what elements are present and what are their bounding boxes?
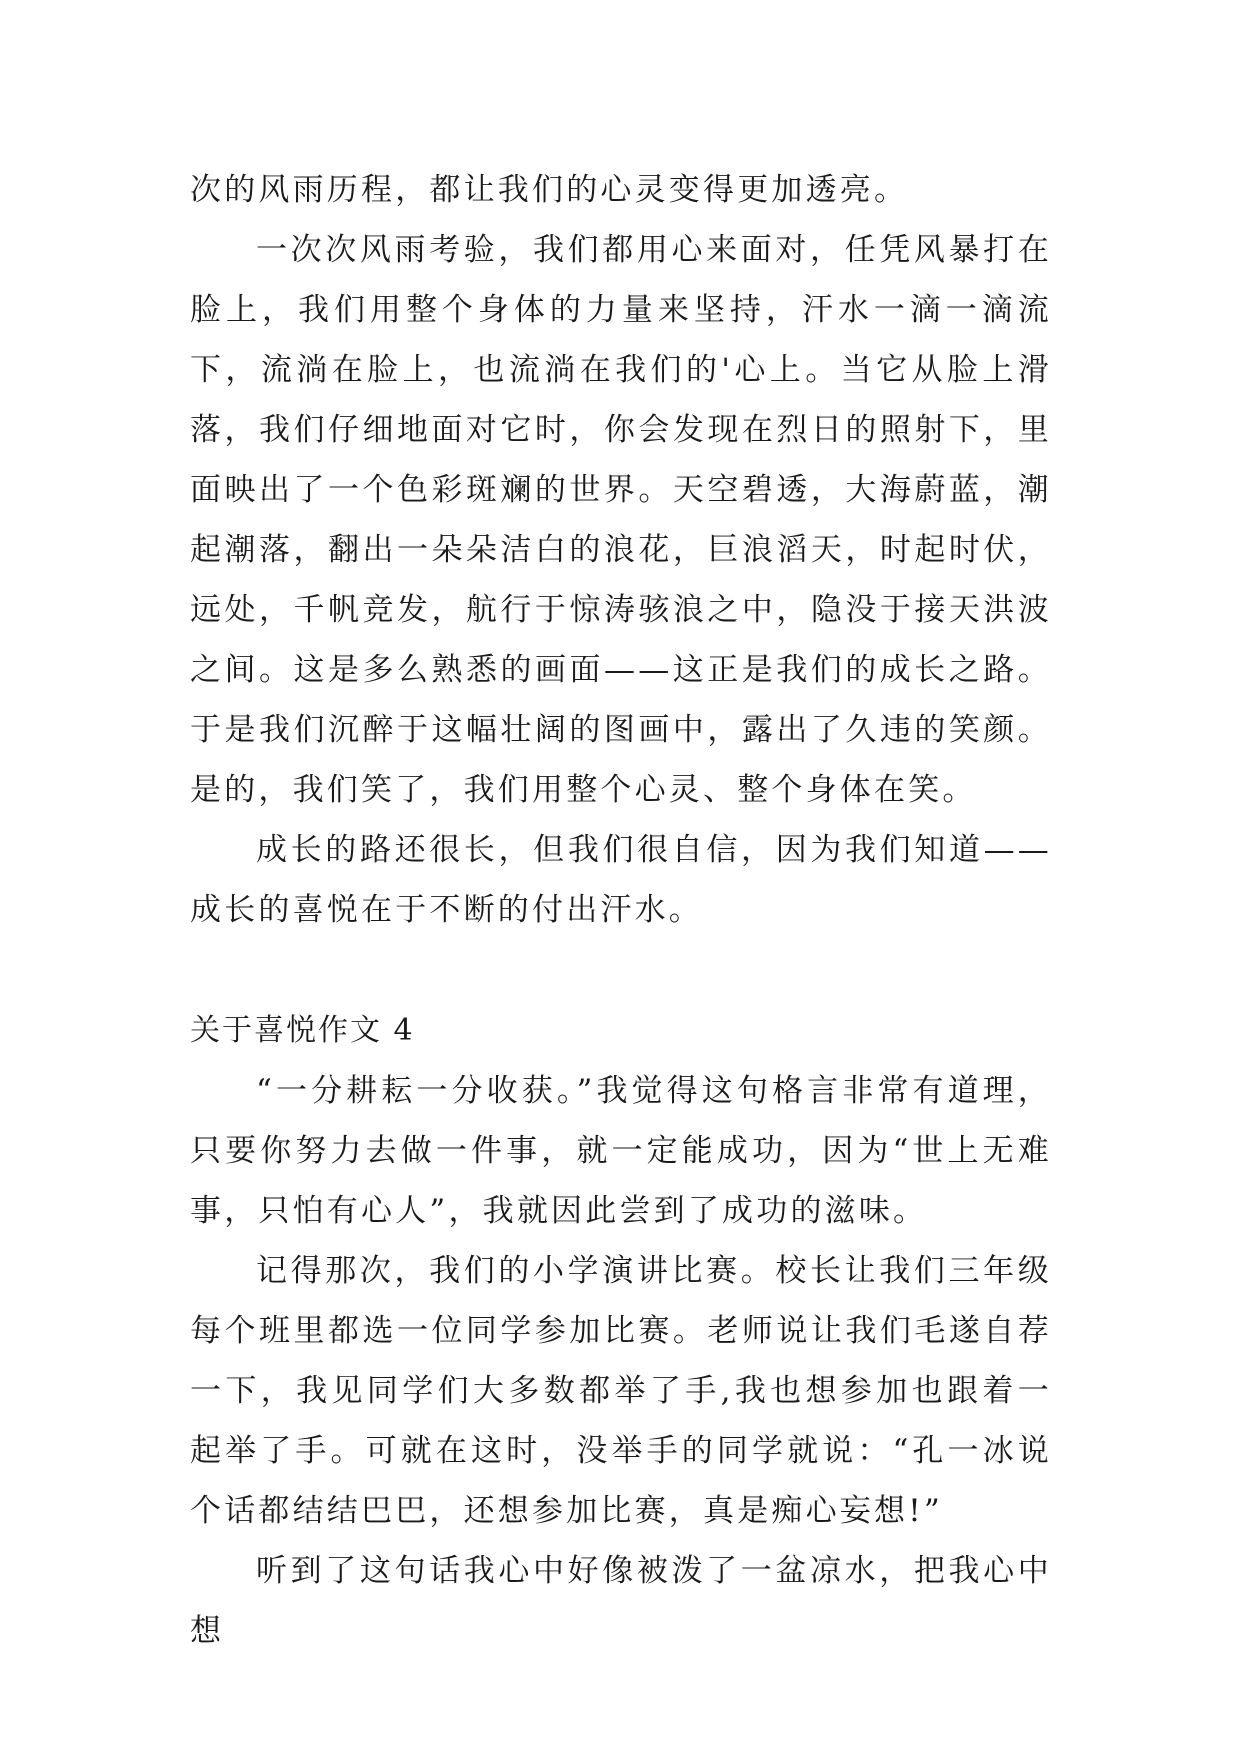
paragraph-continuation: 次的风雨历程，都让我们的心灵变得更加透亮。 [190,172,909,208]
paragraph-proverb: “一分耕耘一分收获。”我觉得这句格言非常有道理，只要你努力去做一件事，就一定能成功，因为“世上无难事，只怕有心人”，我就因此尝到了成功的滋味。 [190,1073,1052,1229]
paragraph-speech-contest: 记得那次，我们的小学演讲比赛。校长让我们三年级每个班里都选一位同学参加比赛。老师说让我们毛遂自荐一下，我见同学们大多数都举了手,我也想参加也跟着一起举了手。可就在这时，没举手的同学就说：“孔一冰说个话都结结巴巴，还想参加比赛，真是痴心妄想!” [190,1253,1052,1529]
section-heading: 关于喜悦作文 4 [190,1013,415,1048]
paragraph-storm-trial: 一次次风雨考验，我们都用心来面对，任凭风暴打在脸上，我们用整个身体的力量来坚持，汗水一滴一滴流下，流淌在脸上，也流淌在我们的'心上。当它从脸上滑落，我们仔细地面对它时，你会发现在烈日的照射下，里面映出了一个色彩斑斓的世界。天空碧透，大海蔚蓝，潮起潮落，翻出一朵朵洁白的浪花，巨浪滔天，时起时伏，远处，千帆竞发，航行于惊涛骇浪之中，隐没于接天洪波之间。这是多么熟悉的画面——这正是我们的成长之路。于是我们沉醉于这幅壮阔的图画中，露出了久违的笑颜。是的，我们笑了，我们用整个心灵、整个身体在笑。 [190,232,1052,808]
document-body [190,160,1052,1661]
paragraph-cold-water: 听到了这句话我心中好像被泼了一盆凉水，把我心中想 [190,1553,1052,1649]
paragraph-growth-conclusion: 成长的路还很长，但我们很自信，因为我们知道——成长的喜悦在于不断的付出汗水。 [190,832,1052,928]
